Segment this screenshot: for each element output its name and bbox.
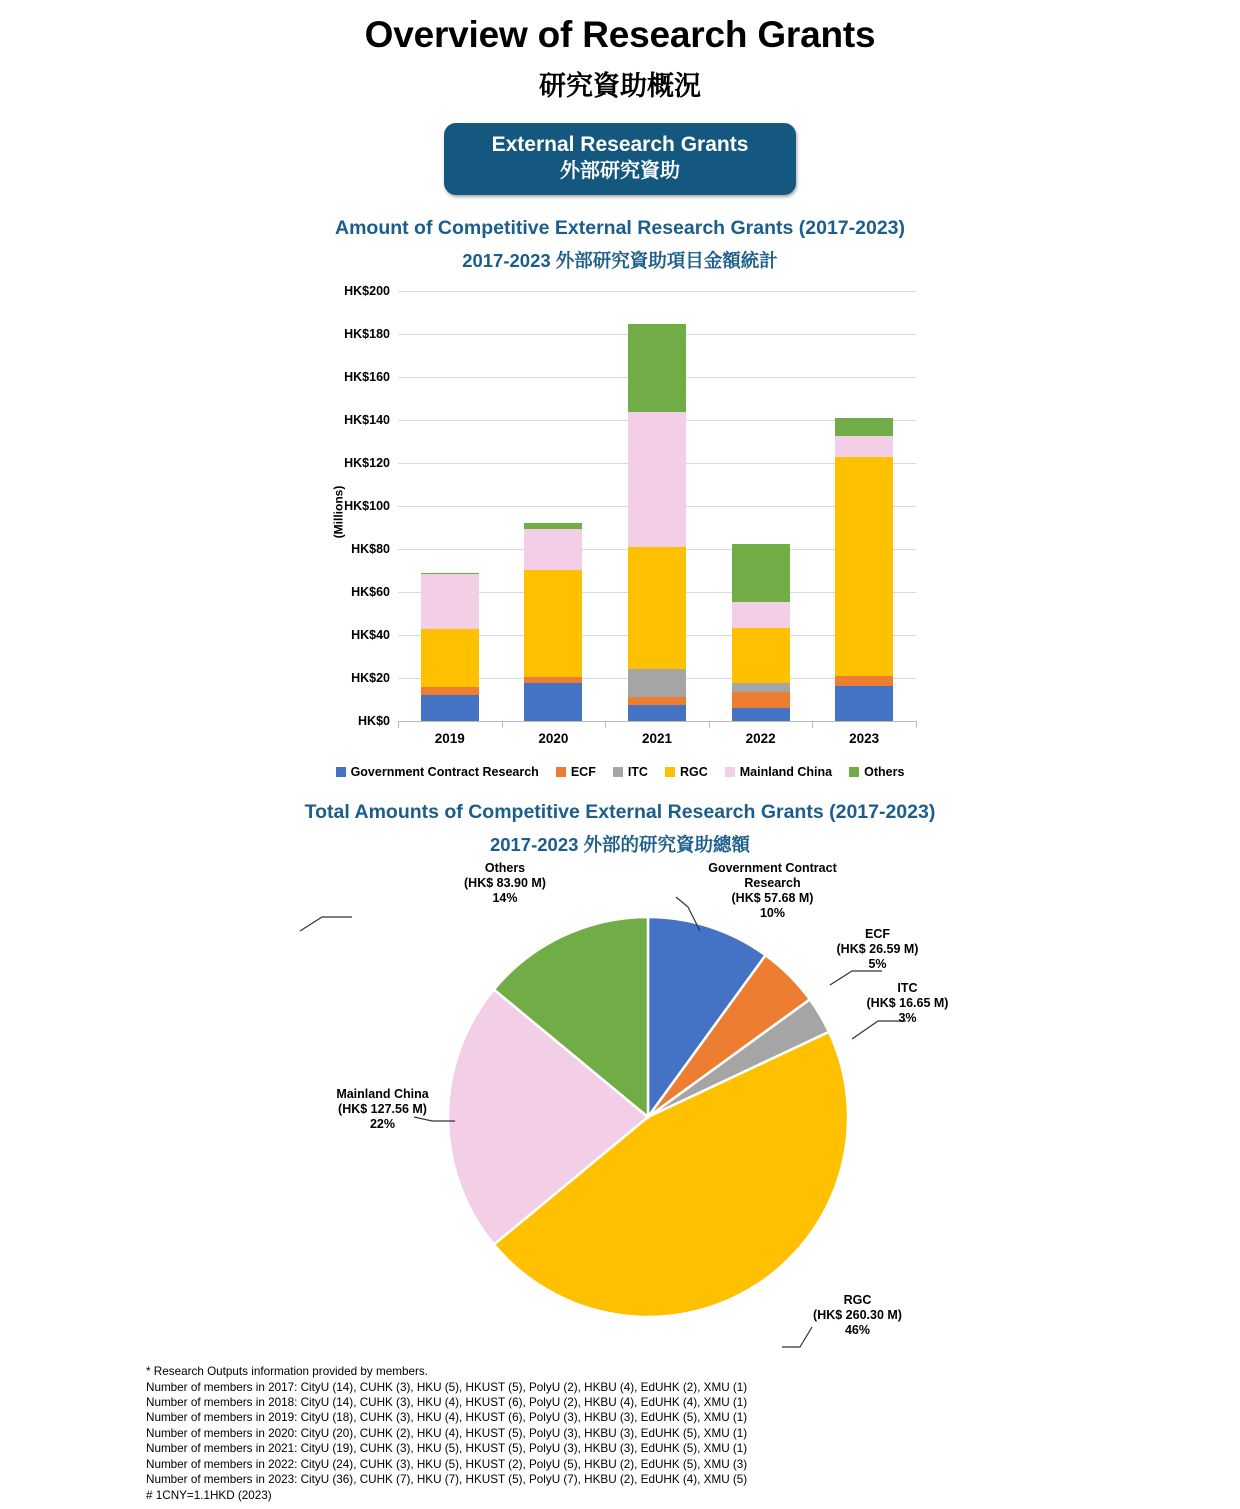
pie-label-amount: (HK$ 260.30 M) [813, 1308, 902, 1322]
x-axis-tick-mark [709, 721, 710, 728]
pie-label-amount: (HK$ 127.56 M) [338, 1102, 427, 1116]
pie-label-percent: 5% [868, 956, 887, 971]
legend-swatch-icon [336, 767, 346, 777]
x-axis-tick-mark [605, 721, 606, 728]
x-axis-tick-label: 2022 [745, 731, 776, 747]
legend-item[interactable] [556, 765, 596, 779]
bar-segment[interactable] [421, 687, 479, 696]
legend-swatch-icon [556, 767, 566, 777]
bar-segment[interactable] [732, 544, 790, 602]
bar-segment[interactable] [421, 574, 479, 629]
pie-label-name: Government Contract Research [708, 861, 837, 890]
bar-segment[interactable] [421, 629, 479, 687]
y-axis-tick-label: HK$140 [344, 413, 390, 428]
bar-chart-legend [0, 765, 1240, 779]
bar-segment[interactable] [628, 547, 686, 668]
pie-label-amount: (HK$ 57.68 M) [731, 890, 814, 905]
legend-label: ITC [627, 765, 648, 780]
y-axis-tick-label: HK$200 [344, 284, 390, 299]
x-axis-tick-mark [916, 721, 917, 728]
footnote-line: Number of members in 2021: CityU (19), CUHK (3), HKU (5), HKUST (5), PolyU (3), HKBU (3), EdUHK (5), XMU (1) [146, 1442, 748, 1456]
bar-chart [0, 279, 1240, 779]
pie-chart-title-zh: 2017-2023 外部的研究資助總額 [489, 834, 751, 856]
bar-group-2021[interactable] [628, 291, 686, 721]
bar-segment[interactable] [628, 697, 686, 706]
bar-segment[interactable] [835, 418, 893, 436]
bar-segment[interactable] [732, 628, 790, 683]
bar-segment[interactable] [524, 570, 582, 678]
x-axis-tick-mark [502, 721, 503, 728]
section-badge-wrap [0, 123, 1240, 195]
y-axis-tick-label: HK$160 [344, 370, 390, 385]
footnote-line: * Research Outputs information provided by members. [146, 1365, 428, 1379]
legend-label: Mainland China [739, 765, 833, 780]
legend-label: Government Contract Research [350, 765, 539, 780]
bar-segment[interactable] [628, 412, 686, 547]
x-axis-tick-label: 2021 [641, 731, 673, 747]
pie-label-government-contract-research [680, 861, 865, 920]
legend-label: RGC [679, 765, 708, 780]
x-axis-tick-mark [398, 721, 399, 728]
pie-label-name: Others [484, 861, 526, 876]
y-axis-tick-label: HK$120 [344, 456, 390, 471]
bar-group-2020[interactable] [524, 291, 582, 721]
pie-label-rgc [770, 1293, 945, 1337]
legend-swatch-icon [849, 767, 859, 777]
legend-item[interactable] [725, 765, 832, 779]
bar-segment[interactable] [628, 669, 686, 697]
y-axis-tick-label: HK$0 [358, 714, 390, 729]
y-axis-tick-label: HK$80 [351, 542, 390, 557]
pie-label-percent: 22% [369, 1116, 396, 1131]
pie-label-mainland-china [295, 1087, 470, 1131]
bar-segment[interactable] [421, 695, 479, 721]
pie-leader-line [300, 917, 352, 931]
bar-chart-x-axis [398, 721, 916, 722]
legend-label: ECF [570, 765, 596, 780]
bar-segment[interactable] [628, 324, 686, 412]
badge-label-en: External Research Grants [491, 133, 749, 156]
bar-chart-bars [398, 291, 916, 721]
bar-segment[interactable] [732, 602, 790, 628]
y-axis-tick-label: HK$40 [351, 628, 390, 643]
badge-label-zh: 外部研究資助 [560, 160, 680, 183]
pie-label-percent: 10% [759, 905, 786, 920]
x-axis-tick-label: 2019 [434, 731, 465, 747]
bar-segment[interactable] [732, 708, 790, 721]
bar-segment[interactable] [732, 692, 790, 708]
legend-swatch-icon [613, 767, 623, 777]
page-title: Overview of Research Grants [364, 14, 876, 55]
footnote-line: Number of members in 2018: CityU (14), CUHK (3), HKU (4), HKUST (6), PolyU (2), HKBU (4), EdUHK (4), XMU (1) [146, 1395, 748, 1409]
bar-group-2023[interactable] [835, 291, 893, 721]
x-axis-tick-label: 2020 [538, 731, 569, 747]
x-axis-tick-mark [812, 721, 813, 728]
y-axis-tick-label: HK$180 [344, 327, 390, 342]
bar-chart-y-axis-label: (Millions) [331, 485, 346, 539]
footnote-line: Number of members in 2023: CityU (36), CUHK (7), HKU (7), HKUST (5), PolyU (7), HKBU (2), EdUHK (4), XMU (5) [146, 1473, 748, 1487]
bar-segment[interactable] [524, 683, 582, 722]
legend-item[interactable] [613, 765, 648, 779]
bar-segment[interactable] [835, 457, 893, 676]
y-axis-tick-label: HK$60 [351, 585, 390, 600]
bar-segment[interactable] [835, 686, 893, 721]
footnote-line: Number of members in 2022: CityU (24), CUHK (3), HKU (5), HKUST (2), PolyU (5), HKBU (2), EdUHK (5), XMU (3) [146, 1457, 748, 1471]
y-axis-tick-label: HK$100 [344, 499, 390, 514]
legend-swatch-icon [665, 767, 675, 777]
bar-segment[interactable] [524, 523, 582, 528]
bar-group-2022[interactable] [732, 291, 790, 721]
pie-label-percent: 3% [898, 1010, 917, 1025]
external-research-grants-badge [444, 123, 796, 195]
pie-label-amount: (HK$ 26.59 M) [836, 942, 919, 956]
pie-label-percent: 14% [492, 890, 518, 905]
bar-chart-plot-area [398, 291, 916, 721]
bar-segment[interactable] [524, 529, 582, 570]
footnote-line: Number of members in 2019: CityU (18), CUHK (3), HKU (4), HKUST (6), PolyU (3), HKBU (3), EdUHK (5), XMU (1) [146, 1411, 748, 1425]
footnote-line: # 1CNY=1.1HKD (2023) [146, 1488, 272, 1502]
pie-label-name: Mainland China [336, 1087, 429, 1102]
pie-label-itc [820, 981, 995, 1025]
footnote-line: Number of members in 2020: CityU (20), CUHK (2), HKU (4), HKUST (5), PolyU (3), HKBU (3), EdUHK (5), XMU (1) [146, 1426, 748, 1440]
x-axis-tick-label: 2023 [849, 731, 880, 747]
footnotes [146, 1364, 747, 1503]
bar-segment[interactable] [421, 573, 479, 574]
pie-chart-title-en: Total Amounts of Competitive External Research Grants (2017-2023) [304, 801, 936, 824]
footnote-line: Number of members in 2017: CityU (14), CUHK (3), HKU (5), HKUST (5), PolyU (2), HKBU (4), EdUHK (2), XMU (1) [146, 1380, 748, 1394]
legend-item[interactable] [849, 765, 904, 779]
bar-segment[interactable] [732, 683, 790, 693]
legend-swatch-icon [725, 767, 735, 777]
pie-label-amount: (HK$ 16.65 M) [866, 996, 949, 1010]
bar-segment[interactable] [524, 677, 582, 682]
bar-segment[interactable] [628, 705, 686, 721]
legend-item[interactable] [336, 765, 539, 779]
pie-label-amount: (HK$ 83.90 M) [464, 876, 546, 890]
page-title-zh: 研究資助概況 [539, 71, 701, 101]
pie-label-name: RGC [843, 1293, 872, 1308]
bar-group-2019[interactable] [421, 291, 479, 721]
pie-label-ecf [790, 927, 965, 971]
pie-label-name: ECF [865, 927, 890, 942]
y-axis-tick-label: HK$20 [351, 671, 390, 686]
pie-label-percent: 46% [844, 1322, 871, 1337]
legend-label: Others [864, 765, 905, 780]
bar-chart-title-zh: 2017-2023 外部研究資助項目金額統計 [462, 250, 778, 272]
pie-label-others [430, 861, 580, 905]
bar-segment[interactable] [835, 436, 893, 456]
pie-chart [0, 859, 1240, 1369]
pie-label-name: ITC [897, 981, 918, 996]
bar-chart-title-en: Amount of Competitive External Research Grants (2017-2023) [334, 217, 905, 240]
bar-segment[interactable] [835, 676, 893, 686]
legend-item[interactable] [665, 765, 708, 779]
pie-chart-svg [0, 859, 1240, 1369]
